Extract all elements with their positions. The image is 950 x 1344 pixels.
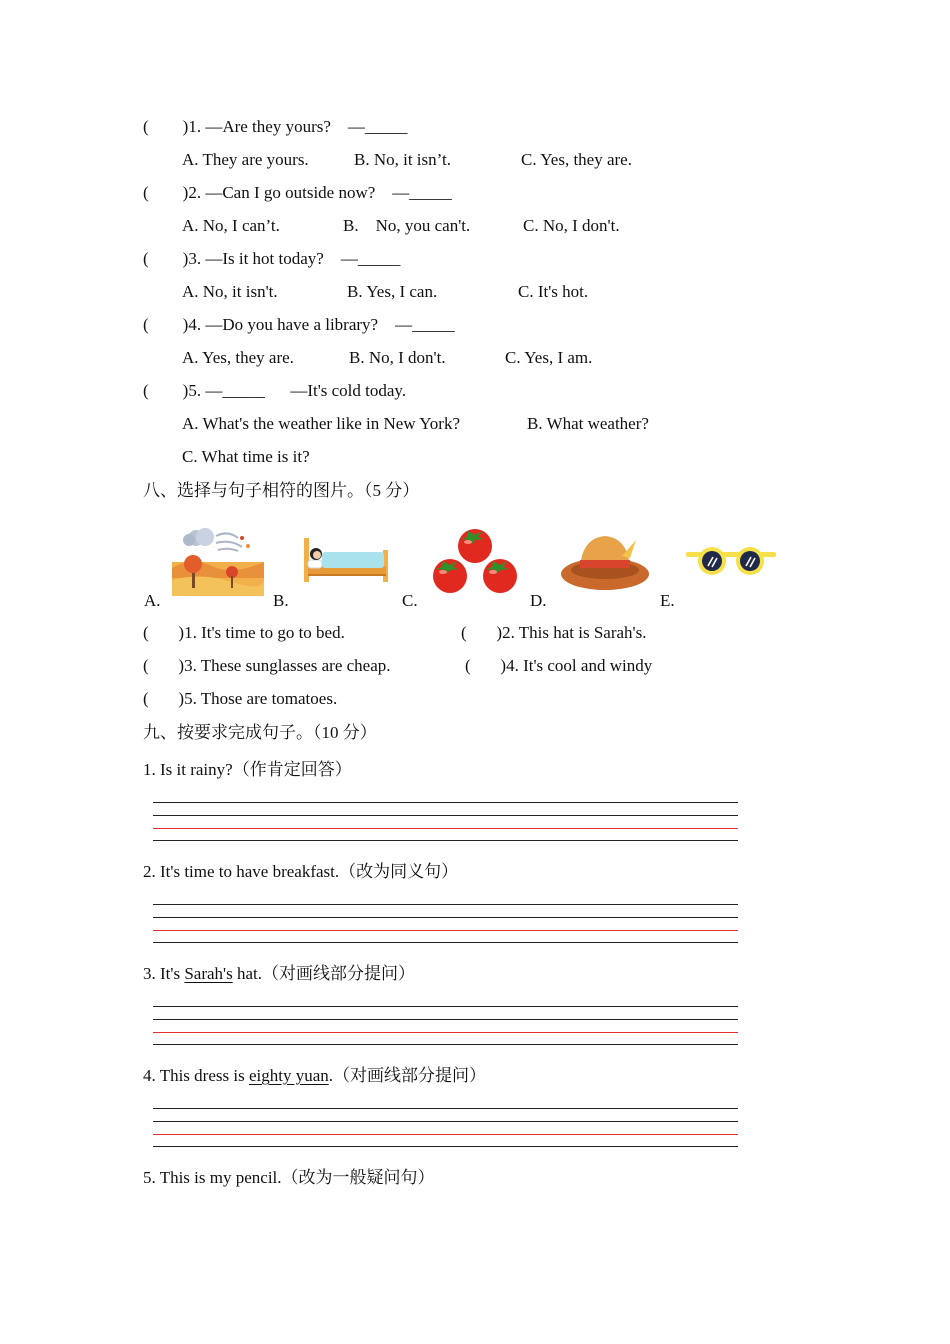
writing-line-red (153, 828, 738, 829)
picture-label-c: C. (402, 591, 418, 610)
picture-label-b: B. (273, 591, 289, 610)
q2-option-c: C. No, I don't. (523, 216, 620, 235)
hat-icon (560, 532, 650, 594)
question-4: ( )4. —Do you have a library? —_____ (143, 315, 455, 334)
q1-option-a: A. They are yours. (182, 150, 309, 169)
writing-line (153, 1006, 738, 1007)
bed-icon (302, 536, 390, 584)
writing-line-red (153, 930, 738, 931)
writing-line (153, 815, 738, 816)
task-4-instruction: .（对画线部分提问） (328, 1066, 486, 1085)
windy-autumn-icon (172, 528, 264, 598)
q2-option-a: A. No, I can’t. (182, 216, 280, 235)
writing-line (153, 1121, 738, 1122)
q3-option-c: C. It's hot. (518, 282, 589, 301)
q4-option-a: A. Yes, they are. (182, 348, 294, 367)
task-3-underlined: Sarah's (184, 964, 233, 983)
writing-line-red (153, 1032, 738, 1033)
picture-label-e: E. (660, 591, 675, 610)
picture-label-a: A. (144, 591, 161, 610)
writing-line (153, 942, 738, 943)
task-2: 2. It's time to have breakfast.（改为同义句） (143, 862, 459, 881)
sunglasses-icon (686, 544, 776, 578)
writing-line (153, 917, 738, 918)
match-item-2: ( )2. This hat is Sarah's. (461, 623, 647, 642)
match-item-4: ( )4. It's cool and windy (465, 656, 653, 675)
match-item-1: ( )1. It's time to go to bed. (143, 623, 345, 642)
question-3: ( )3. —Is it hot today? —_____ (143, 249, 401, 268)
task-5: 5. This is my pencil.（改为一般疑问句） (143, 1168, 435, 1187)
task-4-text: 4. This dress is (143, 1066, 249, 1085)
q1-option-b: B. No, it isn’t. (354, 150, 451, 169)
writing-line (153, 802, 738, 803)
q4-option-c: C. Yes, I am. (505, 348, 593, 367)
q5-option-b: B. What weather? (527, 414, 649, 433)
writing-line-red (153, 1134, 738, 1135)
q3-option-a: A. No, it isn't. (182, 282, 278, 301)
q2-option-b: B. No, you can't. (343, 216, 471, 235)
task-3-instruction: hat.（对画线部分提问） (232, 964, 415, 983)
q3-option-b: B. Yes, I can. (347, 282, 438, 301)
writing-line (153, 1146, 738, 1147)
section-8-heading: 八、选择与句子相符的图片。（5 分） (143, 481, 420, 500)
picture-label-d: D. (530, 591, 547, 610)
match-item-3: ( )3. These sunglasses are cheap. (143, 656, 391, 675)
question-5: ( )5. —_____ —It's cold today. (143, 381, 407, 400)
task-4-underlined: eighty yuan (248, 1066, 329, 1085)
q5-option-c: C. What time is it? (182, 447, 310, 466)
task-3-text: 3. It's (143, 964, 185, 983)
task-3 (143, 963, 415, 985)
task-1: 1. Is it rainy?（作肯定回答） (143, 760, 352, 779)
question-2: ( )2. —Can I go outside now? —_____ (143, 183, 452, 202)
q5-option-a: A. What's the weather like in New York? (182, 414, 460, 433)
writing-line (153, 1019, 738, 1020)
writing-line (153, 1108, 738, 1109)
section-9-heading: 九、按要求完成句子。（10 分） (143, 723, 377, 742)
q1-option-c: C. Yes, they are. (521, 150, 632, 169)
task-4 (143, 1065, 486, 1087)
writing-line (153, 1044, 738, 1045)
writing-line (153, 904, 738, 905)
q4-option-b: B. No, I don't. (349, 348, 446, 367)
tomatoes-icon (430, 526, 520, 596)
match-item-5: ( )5. Those are tomatoes. (143, 689, 338, 708)
writing-line (153, 840, 738, 841)
question-1: ( )1. —Are they yours? —_____ (143, 117, 408, 136)
